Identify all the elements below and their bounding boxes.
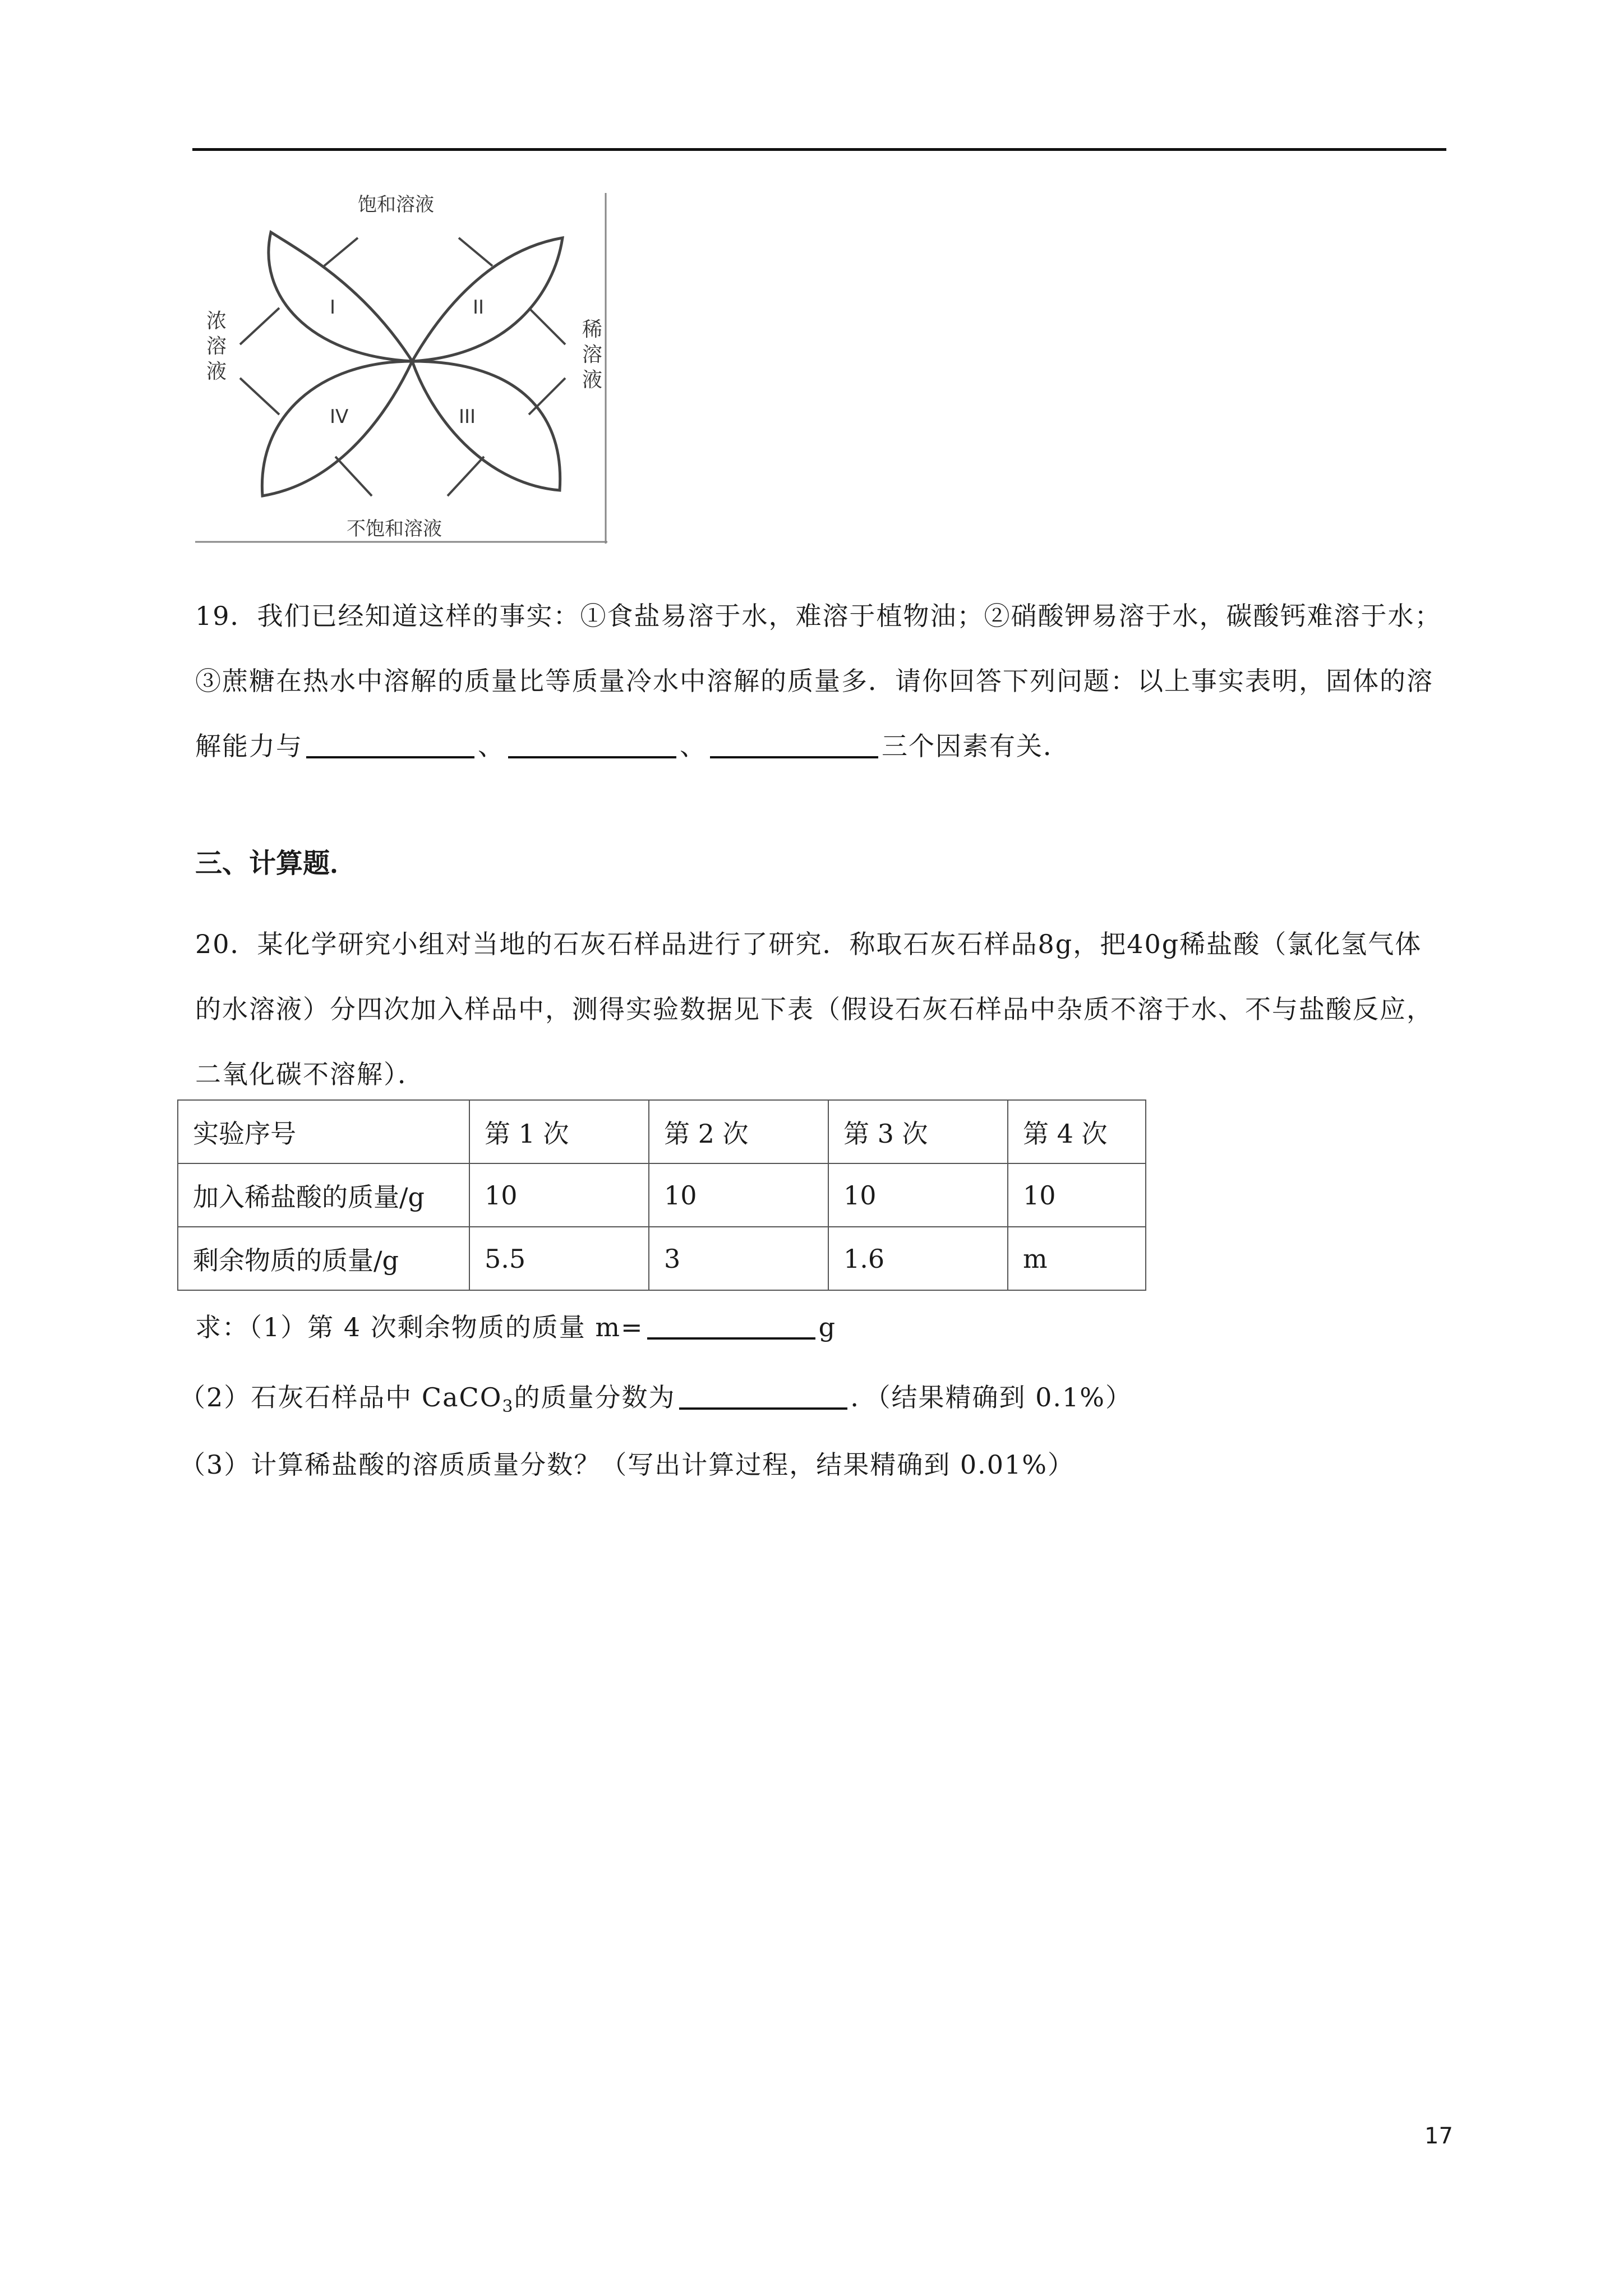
pointer-line	[529, 378, 565, 415]
answer-blank[interactable]	[306, 730, 474, 758]
header-rule	[192, 148, 1446, 151]
table-cell: 10	[828, 1163, 1008, 1227]
pointer-line	[240, 378, 279, 415]
separator: 、	[478, 731, 505, 761]
section-title: 三、计算题．	[195, 848, 357, 879]
petal-IV	[262, 361, 412, 496]
table-cell: 1.6	[828, 1227, 1008, 1290]
table-cell: m	[1008, 1227, 1146, 1290]
table-cell: 第 3 次	[828, 1100, 1008, 1163]
label-concentrated-3: 液	[206, 360, 227, 383]
pointer-line	[448, 457, 484, 496]
table-cell: 加入稀盐酸的质量/g	[178, 1163, 469, 1227]
q19-tail: 三个因素有关．	[882, 731, 1070, 761]
q20-text: 20．某化学研究小组对当地的石灰石样品进行了研究．称取石灰石样品8g，把40g稀盐酸（氯化氢气体的水溶液）分四次加入样品中，测得实验数据见下表（假设石灰石样品中杂质不溶于水、不与盐酸反应，二氧化碳不溶解）．	[195, 929, 1433, 1089]
answer-blank[interactable]	[710, 730, 878, 758]
sub-question-2	[179, 1377, 1132, 1416]
petal-II	[412, 238, 562, 361]
pointer-line	[335, 457, 372, 496]
question-19	[195, 583, 1446, 779]
pointer-line	[324, 238, 358, 266]
table-cell: 剩余物质的质量/g	[178, 1227, 469, 1290]
sub2-mid: 的质量分数为	[514, 1382, 676, 1412]
region-II: II	[473, 296, 485, 319]
table-row	[178, 1100, 1146, 1163]
label-saturated: 饱和溶液	[358, 194, 434, 216]
answer-blank[interactable]	[647, 1312, 815, 1340]
solution-classification-diagram	[195, 193, 607, 544]
table-row	[178, 1227, 1146, 1290]
table-cell: 第 4 次	[1008, 1100, 1146, 1163]
answer-blank[interactable]	[679, 1382, 847, 1410]
label-concentrated-1: 浓	[206, 310, 227, 333]
label-unsaturated: 不饱和溶液	[347, 518, 442, 540]
petal-III	[412, 361, 560, 490]
pointer-line	[459, 238, 492, 266]
table-cell: 实验序号	[178, 1100, 469, 1163]
table-cell: 第 1 次	[469, 1100, 649, 1163]
q19-text: 19．我们已经知道这样的事实：①食盐易溶于水，难溶于植物油；②硝酸钾易溶于水，碳酸钙难溶于水；③蔗糖在热水中溶解的质量比等质量冷水中溶解的质量多．请你回答下列问题：以上事实表明，固体的溶解能力与	[195, 601, 1442, 761]
sub-question-3	[179, 1444, 1075, 1481]
label-dilute-2: 溶	[582, 343, 603, 366]
sub1-unit: g	[818, 1312, 837, 1342]
sub1-text: 求：（1）第 4 次剩余物质的质量 m=	[195, 1312, 644, 1342]
diagram-svg	[195, 193, 607, 544]
pointer-line	[529, 308, 565, 344]
sub3-text: （3）计算稀盐酸的溶质质量分数？（写出计算过程，结果精确到 0.01%）	[179, 1450, 1075, 1480]
label-dilute-3: 液	[582, 369, 603, 392]
table-cell: 10	[649, 1163, 828, 1227]
label-dilute-1: 稀	[582, 318, 603, 341]
table-cell: 10	[1008, 1163, 1146, 1227]
question-20	[195, 912, 1446, 1107]
table-row	[178, 1163, 1146, 1227]
subscript: 3	[502, 1397, 514, 1417]
pointer-line	[240, 308, 279, 344]
region-I: I	[330, 296, 336, 319]
sub2-text: （2）石灰石样品中 CaCO	[179, 1382, 502, 1412]
table-cell: 第 2 次	[649, 1100, 828, 1163]
separator: 、	[680, 731, 707, 761]
page-number: 17	[1424, 2123, 1453, 2149]
sub-question-1	[195, 1307, 836, 1344]
table-cell: 5.5	[469, 1227, 649, 1290]
sub2-tail: ．（结果精确到 0.1%）	[850, 1382, 1133, 1412]
experiment-data-table	[177, 1099, 1146, 1291]
region-IV: IV	[330, 406, 349, 428]
answer-blank[interactable]	[508, 730, 676, 758]
table-cell: 10	[469, 1163, 649, 1227]
table-cell: 3	[649, 1227, 828, 1290]
label-concentrated-2: 溶	[206, 335, 227, 358]
region-III: III	[459, 406, 476, 428]
